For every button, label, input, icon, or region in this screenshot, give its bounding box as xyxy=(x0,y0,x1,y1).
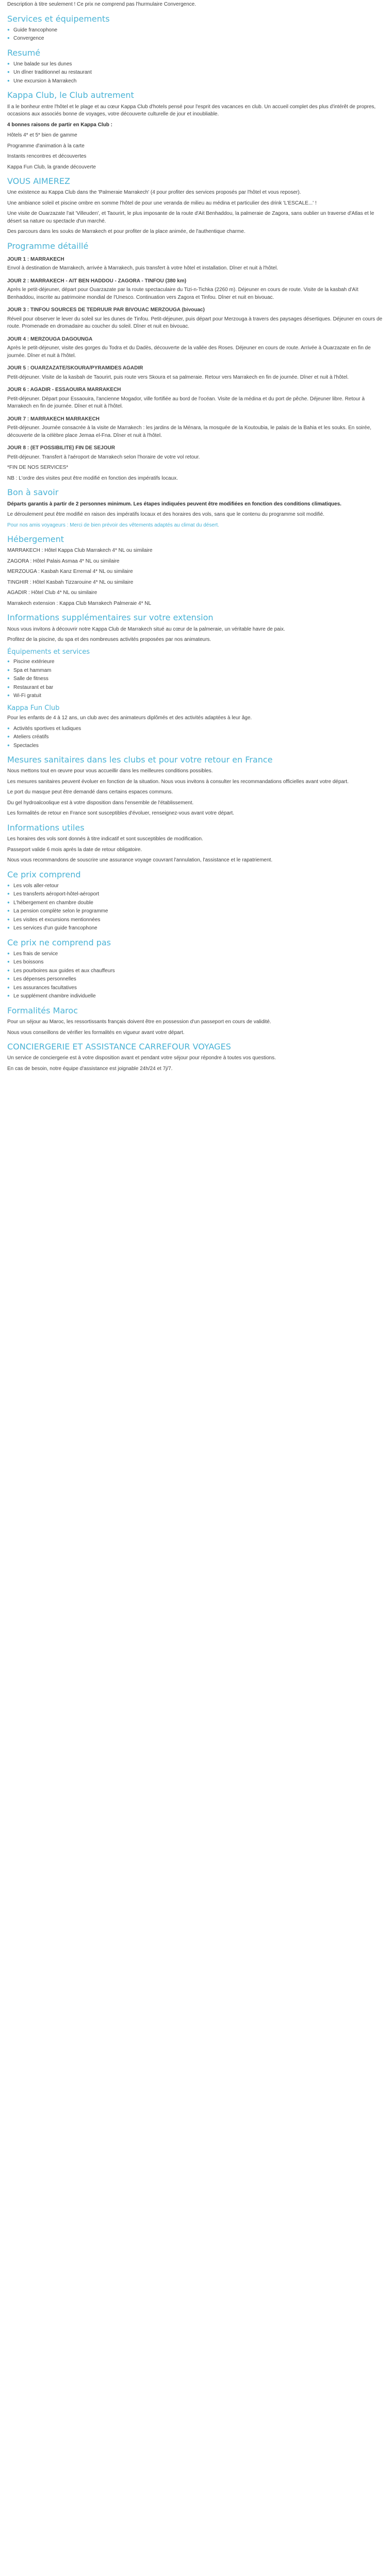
infos-sup-paragraph: Profitez de la piscine, du spa et des nombreuses activités proposées par nos animateurs. xyxy=(7,637,211,642)
equip-item: ● Piscine extérieure xyxy=(7,658,384,666)
prix-comprend-item: ● L'hébergement en chambre double xyxy=(7,900,384,907)
prix-ne-comprend-item: ● Le supplément chambre individuelle xyxy=(7,993,384,1001)
day-text: Réveil pour observer le lever du soleil sur les dunes de Tinfou. Petit-déjeuner, puis départ pour Merzouga à travers des paysages désertiques. Déjeuner en cours de route. Promenade en dromadaire au coucher du soleil. Dîner et nuit en bivouac. xyxy=(7,316,383,330)
day-text: Après le petit-déjeuner, visite des gorges du Todra et du Dadès, découverte de la vallée des Roses. Déjeuner en cours de route. Arrivée à Ouarzazate en fin de journée. Dîner et nuit à l'hôtel. xyxy=(7,345,371,359)
mesures-paragraph: Nous mettons tout en œuvre pour vous accueillir dans les meilleures conditions possibles. xyxy=(7,768,213,774)
equip-item: ● Salle de fitness xyxy=(7,675,384,683)
club-reasons-label xyxy=(7,122,384,129)
infos-utiles-paragraph: Passeport valide 6 mois après la date de retour obligatoire. xyxy=(7,846,142,853)
formalites-title: Formalités Maroc xyxy=(7,1005,78,1015)
prix-ne-comprend-item: ● Les assurances facultatives xyxy=(7,985,384,992)
prix-comprend-item: ● Les services d'un guide francophone xyxy=(7,925,384,933)
hebergement-title: Hébergement xyxy=(7,534,64,545)
services-item: ● Convergence xyxy=(7,35,384,43)
club-paragraph: Il a le bonheur entre l'hôtel et le plage et au cœur Kappa Club d'hotels pensé pour l'esprit des vacances en club. Un accueil complet des plus d'intérêt de propres, occasions aux associés bonne de voyages, votre découverte culturelle de jour et inoubliable. xyxy=(7,104,376,117)
kappa-fun-item: ● Activités sportives et ludiques xyxy=(7,725,384,733)
hebergement-line: Marrakech extension : Kappa Club Marrakech Palmeraie 4* NL xyxy=(7,600,152,606)
programme-title: Programme détaillé xyxy=(7,241,89,251)
hebergement-line: AGADIR : Hôtel Club 4* NL ou similaire xyxy=(7,590,97,596)
mesures-paragraph: Les formalités de retour en France sont susceptibles d'évoluer, renseignez-vous avant votre départ. xyxy=(7,810,234,817)
prix-comprend-list xyxy=(7,883,384,933)
kappa-fun-item: ● Ateliers créatifs xyxy=(7,734,384,741)
day-title: JOUR 3 : TINFOU SOURCES DE TEDRUUR PAR BIVOUAC MERZOUGA (bivouac) xyxy=(7,307,205,313)
resume-title: Resumé xyxy=(7,47,41,58)
day-text: Après le petit-déjeuner, départ pour Ouarzazate par la route spectaculaire du Tizi-n-Tichka (2260 m). Déjeuner en cours de route. Visite de la kasbah d'Aït Benhaddou, inscrite au patrimoine mondial de l'Unesco. Continuation vers Zagora et Tinfou. Dîner et nuit en bivouac. xyxy=(7,287,359,300)
prix-ne-comprend-item: ● Les frais de service xyxy=(7,951,384,958)
conciergerie-title: CONCIERGERIE ET ASSISTANCE CARREFOUR VOYAGES xyxy=(7,1042,231,1052)
formalites-paragraph: Nous vous conseillons de vérifier les formalités en vigueur avant votre départ. xyxy=(7,1029,185,1036)
resume-item: ● Une excursion à Marrakech xyxy=(7,78,384,86)
prix-comprend-item: ● Les transferts aéroport-hôtel-aéroport xyxy=(7,891,384,899)
prix-comprend-item: ● Les vols aller-retour xyxy=(7,883,384,890)
prix-comprend-item: ● Les visites et excursions mentionnées xyxy=(7,917,384,924)
equip-title: Équipements et services xyxy=(7,648,90,656)
equip-item: ● Spa et hammam xyxy=(7,667,384,675)
infos-utiles-title: Informations utiles xyxy=(7,822,85,833)
club-reason: Kappa Fun Club, la grande découverte xyxy=(7,164,96,170)
bon-info: Pour nos amis voyageurs : Merci de bien prévoir des vêtements adaptés au climat du désert. xyxy=(7,522,219,528)
day-text: Envol à destination de Marrakech, arrivée à Marrakech, puis transfert à votre hôtel et installation. Dîner et nuit à l'hôtel. xyxy=(7,265,278,272)
infos-utiles-paragraph: Nous vous recommandons de souscrire une assurance voyage couvrant l'annulation, l'assistance et le rapatriement. xyxy=(7,857,273,863)
club-title: Kappa Club, le Club autrement xyxy=(7,90,134,100)
hebergement-line: ZAGORA : Hôtel Palais Asmaa 4* NL ou similaire xyxy=(7,558,120,564)
hebergement-line: TINGHIR : Hôtel Kasbah Tizzarouine 4* NL ou similaire xyxy=(7,579,134,585)
intro-text: Description à titre seulement ! Ce prix ne comprend pas l'hurmulaire Convergence. xyxy=(7,2,196,7)
kappa-fun-title: Kappa Fun Club xyxy=(7,704,60,712)
mesures-paragraph: Du gel hydroalcoolique est à votre disposition dans l'ensemble de l'établissement. xyxy=(7,800,194,806)
day-title: JOUR 2 : MARRAKECH - AIT BEN HADDOU - ZAGORA - TINFOU (380 km) xyxy=(7,278,187,284)
programme-footnote: NB : L'ordre des visites peut être modifié en fonction des impératifs locaux. xyxy=(7,475,178,481)
hebergement-line: MERZOUGA : Kasbah Kanz Erremal 4* NL ou similaire xyxy=(7,569,133,575)
kappa-fun-paragraph: Pour les enfants de 4 à 12 ans, un club avec des animateurs diplômés et des activités adaptées à leur âge. xyxy=(7,715,252,721)
bon-paragraph: Le déroulement peut être modifié en raison des impératifs locaux et des horaires des vols, sans que le contenu du programme soit modifié. xyxy=(7,512,324,518)
vous-paragraph: Une visite de Ouarzazate l'ait 'Villeuden', et Taourirt, le plus imposante de la route d'Ait Benhaddou, la palmeraie de Zagora, sans oublier un traverse d'Atlas et le désert sa nature ou spectacle d'un marché. xyxy=(7,211,374,224)
bon-a-savoir-title: Bon à savoir xyxy=(7,487,59,498)
prix-ne-comprend-item: ● Les boissons xyxy=(7,959,384,967)
prix-comprend-item: ● La pension complète selon le programme xyxy=(7,908,384,916)
vous-aimerez-title: VOUS AIMEREZ xyxy=(7,176,70,187)
programme-note: *FIN DE NOS SERVICES* xyxy=(7,465,69,471)
club-reason: Programme d'animation à la carte xyxy=(7,143,85,149)
prix-comprend-title: Ce prix comprend xyxy=(7,869,81,879)
formalites-paragraph: Pour un séjour au Maroc, les ressortissants français doivent être en possession d'un passeport en cours de validité. xyxy=(7,1019,271,1025)
day-title: JOUR 1 : MARRAKECH xyxy=(7,256,64,262)
programme-days xyxy=(7,256,384,462)
infos-sup-title: Informations supplémentaires sur votre extension xyxy=(7,613,214,623)
prix-ne-comprend-item: ● Les pourboires aux guides et aux chauffeurs xyxy=(7,968,384,975)
resume-list xyxy=(7,61,384,86)
vous-paragraph: Une ambiance soleil et piscine ombre en somme l'hôtel de pour une veranda de milieu au médina et particulier des drink 'L'ESCALE...' ! xyxy=(7,200,317,206)
kappa-fun-item: ● Spectacles xyxy=(7,742,384,750)
bon-strong: Départs garantis à partir de 2 personnes minimum. Les étapes indiquées peuvent être modifiées en fonction des conditions climatiques. xyxy=(7,501,341,507)
day-title: JOUR 6 : AGADIR - ESSAOUIRA MARRAKECH xyxy=(7,387,121,393)
day-text: Petit-déjeuner. Transfert à l'aéroport de Marrakech selon l'horaire de votre vol retour. xyxy=(7,454,200,460)
mesures-title: Mesures sanitaires dans les clubs et pour votre retour en France xyxy=(7,755,273,765)
blank-area xyxy=(7,1076,384,2518)
day-text: Petit-déjeuner. Visite de la kasbah de Taourirt, puis route vers Skoura et sa palmeraie. Retour vers Marrakech en fin de journée. Dîner et nuit à l'hôtel. xyxy=(7,374,349,380)
conciergerie-paragraph: En cas de besoin, notre équipe d'assistance est joignable 24h/24 et 7j/7. xyxy=(7,1065,173,1072)
resume-item: ● Une balade sur les dunes xyxy=(7,61,384,69)
kappa-fun-list xyxy=(7,725,384,750)
mesures-paragraph: Le port du masque peut être demandé dans certains espaces communs. xyxy=(7,789,173,795)
day-title: JOUR 8 : (ET POSSIBILITE) FIN DE SEJOUR xyxy=(7,445,115,451)
infos-utiles-paragraph: Les horaires des vols sont donnés à titre indicatif et sont susceptibles de modification. xyxy=(7,836,203,842)
services-list xyxy=(7,27,384,43)
club-reason: Instants rencontres et découvertes xyxy=(7,154,87,160)
prix-ne-comprend-title: Ce prix ne comprend pas xyxy=(7,937,111,947)
prix-ne-comprend-list xyxy=(7,951,384,1001)
equip-list xyxy=(7,658,384,700)
prix-ne-comprend-item: ● Les dépenses personnelles xyxy=(7,976,384,984)
vous-paragraph: Des parcours dans les souks de Marrakech et pour profiter de la place animée, de l'authentique charme. xyxy=(7,229,246,235)
mesures-paragraph: Les mesures sanitaires peuvent évoluer en fonction de la situation. Nous vous invitons à consulter les recommandations officielles avant votre départ. xyxy=(7,778,349,785)
services-item: ● Guide francophone xyxy=(7,27,384,35)
services-title: Services et équipements xyxy=(7,13,110,24)
infos-sup-paragraph: Nous vous invitons à découvrir notre Kappa Club de Marrakech situé au cœur de la palmeraie, un véritable havre de paix. xyxy=(7,626,285,632)
vous-paragraph: Une existence au Kappa Club dans the 'Palmeraie Marrakech' (4 pour profiter des services proposés par l'hôtel et vous reposer). xyxy=(7,190,301,196)
club-reasons-strong: 4 bonnes raisons de partir en Kappa Club : xyxy=(7,122,112,128)
equip-item: ● Restaurant et bar xyxy=(7,684,384,692)
resume-item: ● Un dîner traditionnel au restaurant xyxy=(7,69,384,77)
day-title: JOUR 5 : OUARZAZATE/SKOURA/PYRAMIDES AGADIR xyxy=(7,365,143,371)
club-reason: Hôtels 4* et 5* bien de gamme xyxy=(7,132,77,139)
day-text: Petit-déjeuner. Départ pour Essaouira, l'ancienne Mogador, ville fortifiée au bord de l'océan. Visite de la médina et du port de pêche. Déjeuner libre. Retour à Marrakech en fin de journée. Dîner et nuit à l'hôtel. xyxy=(7,396,365,410)
equip-item: ● Wi-Fi gratuit xyxy=(7,692,384,700)
hebergement-line: MARRAKECH : Hôtel Kappa Club Marrakech 4* NL ou similaire xyxy=(7,548,153,554)
conciergerie-paragraph: Un service de conciergerie est à votre disposition avant et pendant votre séjour pour répondre à toutes vos questions. xyxy=(7,1055,276,1061)
day-text: Petit-déjeuner. Journée consacrée à la visite de Marrakech : les jardins de la Ménara, la mosquée de la Koutoubia, le palais de la Bahia et les souks. En soirée, découverte de la célèbre place Jemaa el-Fna. Dîner et nuit à l'hôtel. xyxy=(7,425,371,438)
day-title: JOUR 7 : MARRAKECH MARRAKECH xyxy=(7,416,100,422)
bon-paragraph xyxy=(7,501,384,509)
day-title: JOUR 4 : MERZOUGA DAGOUNGA xyxy=(7,336,93,342)
